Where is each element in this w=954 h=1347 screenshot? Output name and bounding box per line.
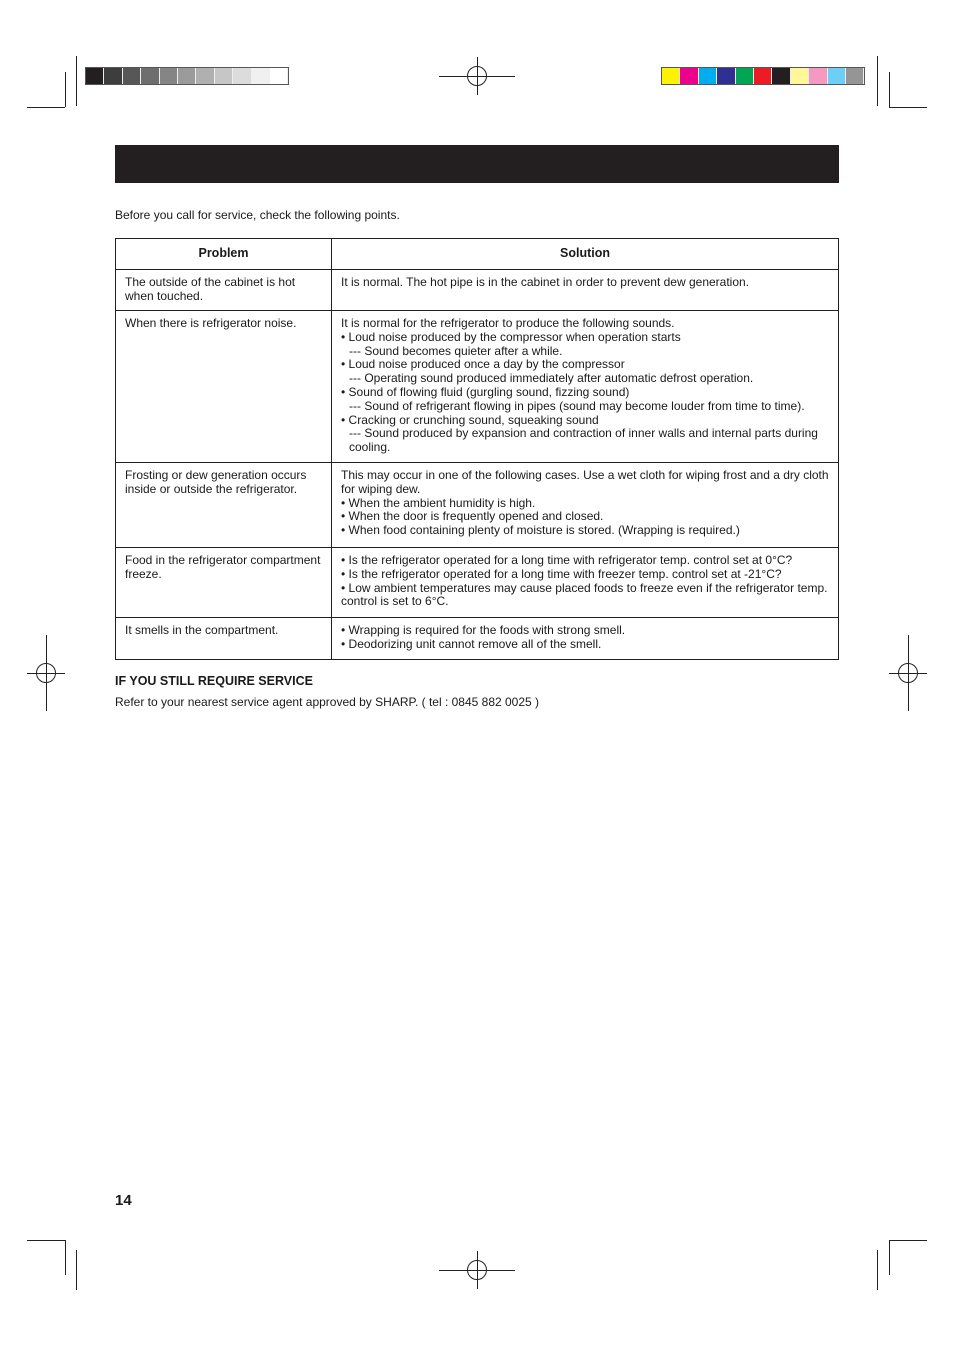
table-row: [116, 270, 839, 311]
solution-line: • Is the refrigerator operated for a long time with refrigerator temp. control set at 0°C?: [341, 553, 793, 567]
table-header-row: [116, 239, 839, 270]
solution-cell: [332, 270, 839, 311]
page-number: 14: [115, 1192, 132, 1209]
table-row: [116, 463, 839, 548]
problem-cell: When there is refrigerator noise.: [116, 311, 332, 463]
section-title-bar: [115, 145, 839, 183]
problem-cell: Frosting or dew generation occurs inside or outside the refrigerator.: [116, 463, 332, 548]
solution-line: • Is the refrigerator operated for a long time with freezer temp. control set at -21°C?: [341, 566, 782, 581]
color-swatch: [86, 68, 104, 84]
solution-line: • Cracking or crunching sound, squeaking sound: [341, 412, 599, 427]
solution-cell: [332, 311, 839, 463]
solution-line: It is normal. The hot pipe is in the cabinet in order to prevent dew generation.: [341, 275, 750, 289]
solution-cell: [332, 618, 839, 660]
grayscale-color-bar: [85, 67, 289, 85]
solution-line: • When the ambient humidity is high.: [341, 495, 536, 510]
color-swatch: [828, 68, 846, 84]
solution-column-header: Solution: [332, 239, 839, 270]
problem-cell: It smells in the compartment.: [116, 618, 332, 660]
troubleshooting-table: [115, 238, 839, 660]
solution-line: • Loud noise produced by the compressor when operation starts: [341, 329, 681, 344]
color-swatch: [809, 68, 827, 84]
table-row: [116, 548, 839, 618]
color-swatch: [270, 68, 288, 84]
problem-cell: The outside of the cabinet is hot when touched.: [116, 270, 332, 311]
color-swatch: [772, 68, 790, 84]
color-swatch: [699, 68, 717, 84]
solution-line: • When food containing plenty of moisture is stored. (Wrapping is required.): [341, 523, 740, 538]
problem-column-header: Problem: [116, 239, 332, 270]
color-swatch: [736, 68, 754, 84]
color-swatch: [196, 68, 214, 84]
solution-line: • Sound of flowing fluid (gurgling sound, fizzing sound): [341, 384, 630, 399]
solution-line: • Wrapping is required for the foods with strong smell.: [341, 623, 626, 637]
color-swatch: [791, 68, 809, 84]
color-swatch: [104, 68, 122, 84]
color-swatch: [123, 68, 141, 84]
color-swatch: [754, 68, 772, 84]
solution-line: --- Sound becomes quieter after a while.: [349, 343, 563, 358]
table-row: [116, 618, 839, 660]
solution-cell: [332, 463, 839, 548]
service-contact-text: Refer to your nearest service agent approved by SHARP. ( tel : 0845 882 0025 ): [115, 695, 540, 709]
solution-line: • Deodorizing unit cannot remove all of the smell.: [341, 636, 602, 651]
solution-line: --- Sound of refrigerant flowing in pipes (sound may become louder from time to time).: [349, 398, 805, 413]
solution-cell: [332, 548, 839, 618]
intro-text: Before you call for service, check the following points.: [115, 208, 400, 222]
solution-line: --- Sound produced by expansion and contraction of inner walls and internal parts during cooling.: [349, 426, 818, 455]
solution-line: --- Operating sound produced immediately after automatic defrost operation.: [349, 371, 754, 386]
solution-line: • Low ambient temperatures may cause placed foods to freeze even if the refrigerator temp. control is set to 6°C.: [341, 580, 828, 609]
process-color-bar: [661, 67, 865, 85]
solution-line: This may occur in one of the following cases. Use a wet cloth for wiping frost and a dry cloth for wiping dew.: [341, 468, 829, 496]
problem-cell: Food in the refrigerator compartment freeze.: [116, 548, 332, 618]
color-swatch: [215, 68, 233, 84]
color-swatch: [717, 68, 735, 84]
color-swatch: [252, 68, 270, 84]
solution-line: • When the door is frequently opened and closed.: [341, 509, 604, 524]
color-swatch: [178, 68, 196, 84]
table-row: [116, 311, 839, 463]
color-swatch: [662, 68, 680, 84]
solution-line: It is normal for the refrigerator to produce the following sounds.: [341, 316, 675, 330]
service-heading: IF YOU STILL REQUIRE SERVICE: [115, 674, 313, 688]
color-swatch: [160, 68, 178, 84]
color-swatch: [846, 68, 864, 84]
color-swatch: [680, 68, 698, 84]
solution-line: • Loud noise produced once a day by the compressor: [341, 357, 625, 372]
color-swatch: [233, 68, 251, 84]
color-swatch: [141, 68, 159, 84]
